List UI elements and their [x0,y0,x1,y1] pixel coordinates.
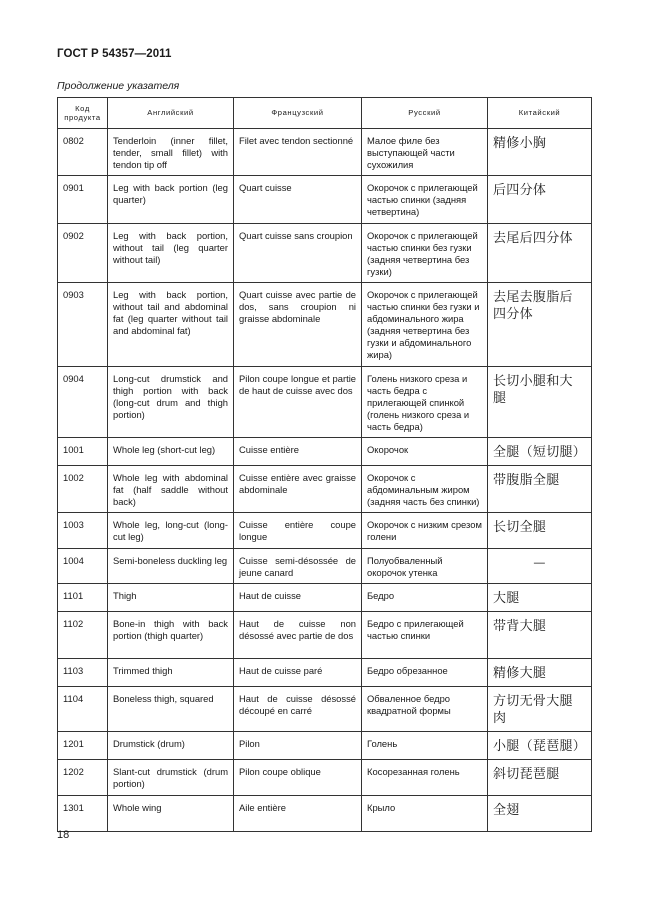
table-row [58,659,592,687]
french-name: Haut de cuisse non désossé avec partie de dos [234,612,362,659]
column-header-french: Французский [234,98,362,129]
product-code: 0901 [58,176,108,224]
table-row [58,760,592,796]
french-name: Quart cuisse sans croupion [234,224,362,283]
english-name: Trimmed thigh [108,659,234,687]
table-row [58,224,592,283]
table-row [58,283,592,367]
english-name: Tenderloin (inner fillet, tender, small fillet) with tendon tip off [108,129,234,176]
table-row [58,549,592,584]
russian-name: Окорочок с абдоминальным жиром (задняя часть без спинки) [362,466,488,513]
chinese-name: 后四分体 [488,176,592,224]
english-name: Bone-in thigh with back portion (thigh quarter) [108,612,234,659]
product-code: 1002 [58,466,108,513]
french-name: Haut de cuisse [234,584,362,612]
russian-name: Бедро [362,584,488,612]
french-name: Cuisse entière coupe longue [234,513,362,549]
english-name: Leg with back portion, without tail (leg quarter without tail) [108,224,234,283]
chinese-name: 精修大腿 [488,659,592,687]
product-code: 0904 [58,367,108,438]
product-index-table [57,97,592,832]
english-name: Long-cut drumstick and thigh portion with back (long-cut drum and thigh portion) [108,367,234,438]
english-name: Slant-cut drumstick (drum portion) [108,760,234,796]
product-code: 1104 [58,687,108,732]
table-row [58,732,592,760]
russian-name: Окорочок с прилегающей частью спинки без гузки и абдоминального жира (задняя четвертина без гузки и абдоминального жира) [362,283,488,367]
russian-name: Обваленное бедро квадратной формы [362,687,488,732]
table-row [58,687,592,732]
product-code: 1201 [58,732,108,760]
table-row [58,176,592,224]
chinese-name: 带腹脂全腿 [488,466,592,513]
chinese-name: 带背大腿 [488,612,592,659]
continuation-caption: Продолжение указателя [57,80,180,92]
english-name: Leg with back portion (leg quarter) [108,176,234,224]
french-name: Haut de cuisse désossé découpé en carré [234,687,362,732]
chinese-name: 大腿 [488,584,592,612]
table-row [58,367,592,438]
chinese-name: 去尾后四分体 [488,224,592,283]
chinese-name: — [488,549,592,584]
russian-name: Бедро обрезанное [362,659,488,687]
product-code: 1001 [58,438,108,466]
french-name: Quart cuisse avec partie de dos, sans croupion ni graisse abdominale [234,283,362,367]
russian-name: Окорочок [362,438,488,466]
russian-name: Косорезанная голень [362,760,488,796]
product-code: 1003 [58,513,108,549]
russian-name: Крыло [362,796,488,832]
table-row [58,612,592,659]
product-code: 1004 [58,549,108,584]
english-name: Whole wing [108,796,234,832]
russian-name: Полуобваленный окорочок утенка [362,549,488,584]
french-name: Cuisse semi-désossée de jeune canard [234,549,362,584]
russian-name: Бедро с прилегающей частью спинки [362,612,488,659]
english-name: Whole leg with abdominal fat (half saddle without back) [108,466,234,513]
french-name: Pilon coupe longue et partie de haut de cuisse avec dos [234,367,362,438]
column-header-english: Английский [108,98,234,129]
english-name: Whole leg, long-cut (long-cut leg) [108,513,234,549]
russian-name: Окорочок с прилегающей частью спинки (задняя четвертина) [362,176,488,224]
russian-name: Окорочок с прилегающей частью спинки без гузки (задняя четвертина без гузки) [362,224,488,283]
product-code: 1301 [58,796,108,832]
english-name: Leg with back portion, without tail and abdominal fat (leg quarter without tail and abdominal fat) [108,283,234,367]
table-header-row [58,98,592,129]
page-number: 18 [57,829,70,841]
table-row [58,584,592,612]
table-row [58,466,592,513]
russian-name: Голень [362,732,488,760]
russian-name: Окорочок с низким срезом голени [362,513,488,549]
french-name: Aile entière [234,796,362,832]
product-code: 1103 [58,659,108,687]
french-name: Filet avec tendon sectionné [234,129,362,176]
table-row [58,438,592,466]
product-code: 1102 [58,612,108,659]
chinese-name: 精修小胸 [488,129,592,176]
english-name: Thigh [108,584,234,612]
table-row [58,796,592,832]
chinese-name: 全翅 [488,796,592,832]
english-name: Semi-boneless duckling leg [108,549,234,584]
chinese-name: 方切无骨大腿肉 [488,687,592,732]
table-row [58,129,592,176]
russian-name: Голень низкого среза и часть бедра с прилегающей спинкой (голень низкого среза и часть бедра) [362,367,488,438]
french-name: Haut de cuisse paré [234,659,362,687]
french-name: Cuisse entière avec graisse abdominale [234,466,362,513]
product-code: 1101 [58,584,108,612]
english-name: Boneless thigh, squared [108,687,234,732]
column-header-russian: Русский [362,98,488,129]
french-name: Pilon coupe oblique [234,760,362,796]
table-row [58,513,592,549]
column-header-chinese: Китайский [488,98,592,129]
english-name: Drumstick (drum) [108,732,234,760]
chinese-name: 长切小腿和大腿 [488,367,592,438]
french-name: Quart cuisse [234,176,362,224]
document-header: ГОСТ Р 54357—2011 [57,48,172,60]
chinese-name: 小腿（琵琶腿） [488,732,592,760]
product-code: 0802 [58,129,108,176]
russian-name: Малое филе без выступающей части сухожилия [362,129,488,176]
chinese-name: 全腿（短切腿） [488,438,592,466]
french-name: Cuisse entière [234,438,362,466]
english-name: Whole leg (short-cut leg) [108,438,234,466]
chinese-name: 去尾去腹脂后四分体 [488,283,592,367]
chinese-name: 斜切琵琶腿 [488,760,592,796]
column-header-code: Код продукта [58,98,108,129]
product-code: 1202 [58,760,108,796]
product-code: 0902 [58,224,108,283]
product-code: 0903 [58,283,108,367]
french-name: Pilon [234,732,362,760]
chinese-name: 长切全腿 [488,513,592,549]
